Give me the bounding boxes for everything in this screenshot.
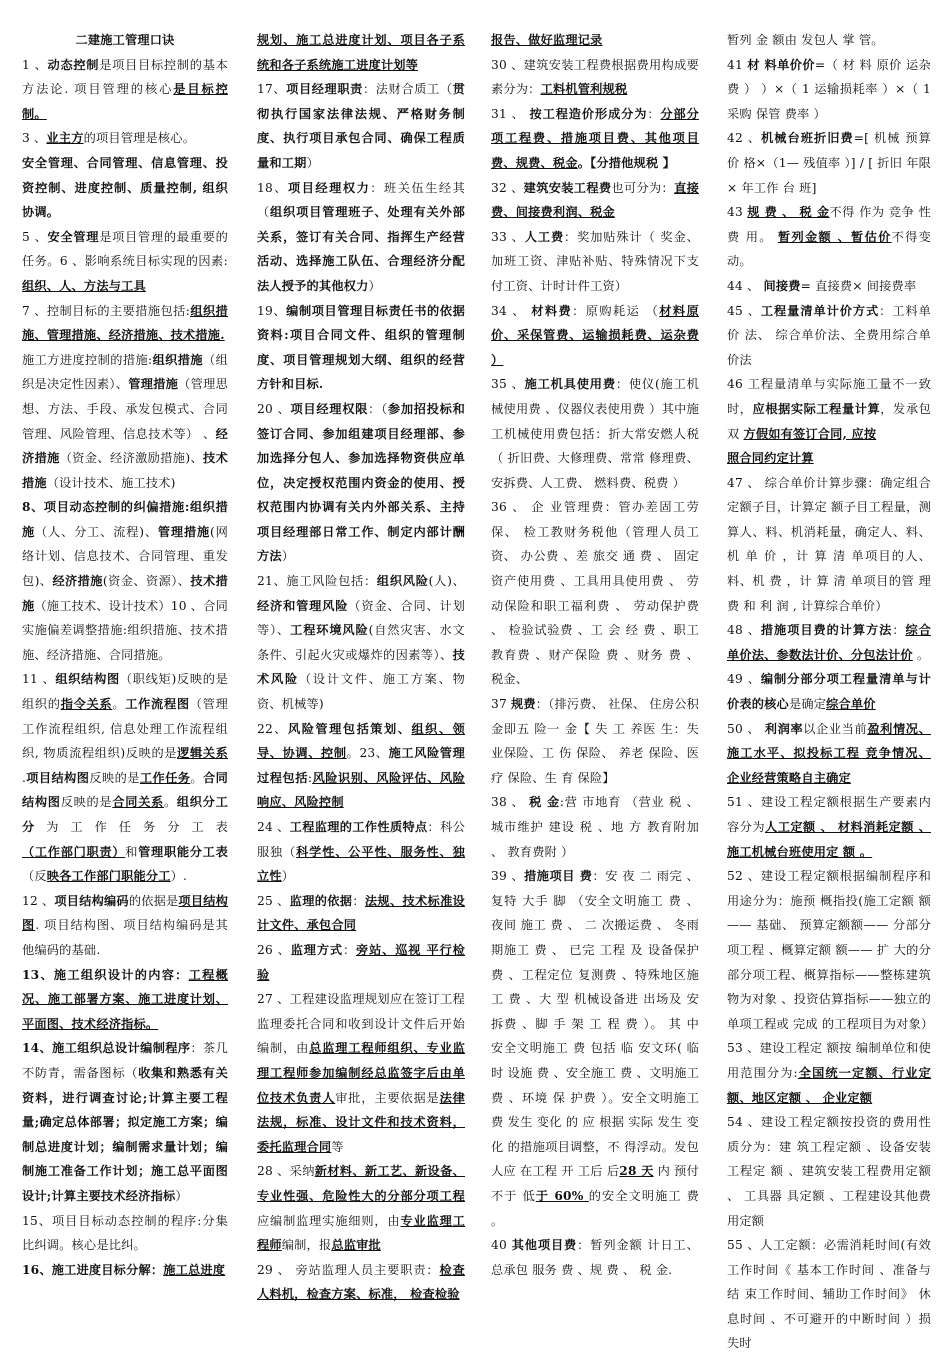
text-run: ：暂列金额 计日工、总承包 服务 费 、规 费 、 税 金.	[491, 1238, 700, 1277]
text-run: 机械台班折旧费	[761, 131, 854, 146]
text-run: 是项目目标控制的基本方法论. 项目管理的核心	[22, 57, 229, 97]
text-run: （设计技术、施工技术)	[46, 475, 176, 490]
paragraph	[491, 176, 699, 225]
text-run: 专业监理工程师	[257, 1213, 466, 1253]
text-run: 风险识别、风险评估、风险响应、风险控制	[257, 770, 465, 810]
text-run: （人、分工、流程)、	[35, 524, 158, 539]
text-run: 旁站、巡视 平行检验	[257, 942, 465, 982]
text-run: 项目结构编码	[54, 893, 129, 908]
text-run: 材料费	[531, 303, 573, 318]
text-run: 组织项目管理班子、处理有关外部关系，签订有关合同、指挥生产经营活动、选择施工队伍、合理经济分配法人授予的其他权力	[257, 205, 466, 293]
text-run: ：	[342, 942, 357, 957]
text-run: 26 、	[257, 942, 291, 957]
paragraph	[727, 299, 931, 373]
text-run: 21、施工风险包括：	[257, 574, 377, 589]
text-run: 综合单价法、参数法计价、分包法计价	[727, 623, 932, 662]
text-run: ：奖加贴殊计（ 奖金、加班工资、津贴补贴、特殊情况下支付工资、计时计件工资）	[491, 229, 699, 293]
text-run: 。	[190, 770, 203, 785]
text-run: 41	[727, 57, 748, 72]
text-run: 项目经理职责	[286, 82, 363, 97]
text-run: ）	[281, 549, 295, 564]
text-run: 19、	[257, 303, 287, 318]
text-run: 利润率	[764, 721, 804, 736]
text-run: 逻辑关系	[177, 746, 228, 761]
text-run: 项目结构图	[26, 770, 90, 785]
text-run: 安全管理	[47, 229, 100, 244]
text-run: 20 、	[257, 401, 291, 416]
text-run: 措施项目 费	[524, 869, 593, 884]
text-run: ）.	[170, 869, 188, 884]
text-run: 22、	[257, 721, 288, 736]
text-run: 人工定额 、 材料消耗定额 、施工机械台班使用定 额 。	[727, 820, 931, 859]
text-run: 是确定	[788, 697, 827, 712]
paragraph	[22, 299, 228, 348]
text-run: 安全管理、合同管理、信息管理、投资控制、进度控制、质量控制, 组织协调。	[22, 155, 228, 220]
text-run: 法律法规，标准、设计文件和技术资料，委托监理合同	[257, 1090, 466, 1154]
text-run: 45 、	[727, 303, 761, 318]
text-run: 规划、施工总进度计划、项目各子系统和各子系统施工进度计划等	[257, 33, 465, 72]
text-run: 项目经理权力	[287, 180, 371, 195]
text-run: 的安全文明施工 费 。	[491, 1188, 699, 1228]
text-run: ：	[892, 623, 906, 638]
text-run: 合同结构图	[22, 770, 229, 810]
paragraph	[22, 225, 228, 299]
text-run: 35 、	[491, 377, 525, 392]
text-run: 组织结构图	[55, 672, 120, 687]
text-run: 组织、人、方法与工具	[22, 278, 146, 293]
text-run: 项目经理权限	[290, 401, 369, 416]
text-run: 施工总进度	[163, 1262, 226, 1277]
text-run: 收集和熟悉有关资料，进行调查讨论;计算主要工程量;确定总体部署；拟定施工方案；编制总进度计划；编制需求量计划；编制施工准备工作计划；施工总平面图设计;计算主要技术经济指标	[22, 1065, 228, 1203]
paragraph	[727, 1110, 931, 1233]
text-run: ）	[175, 1188, 188, 1203]
text-run: 。	[912, 647, 930, 662]
text-run: 税 金	[529, 795, 560, 810]
paragraph	[22, 495, 228, 667]
text-run: （管理思想、方法、手段、承发包模式、合同管理、风险管理、信息技术等） 、	[22, 377, 228, 441]
text-run: 编制，报	[281, 1238, 332, 1253]
text-run: 工程概况、施工部署方案、施工进度计划、平面图、技术经济指标。	[22, 967, 228, 1031]
paragraph	[22, 1036, 228, 1208]
text-run: （管理工作流程组织, 信息处理工作流程组织, 物质流程组织)反映的是	[22, 697, 228, 761]
text-run: (人)、	[428, 574, 465, 589]
paragraph	[22, 126, 228, 151]
text-run: 于 60%	[535, 1188, 589, 1203]
text-column-2	[257, 28, 465, 1307]
text-run: 审批，主要依据是	[335, 1090, 440, 1105]
text-run: 间接费	[763, 278, 801, 293]
text-run: 52 、建设工程定额根据编制程序和用途分为：施预 概指投(施工定额 额—— 基础、 预算定额额—— 分部分项工程 、概算定额 额—— 扩 大的分部分项工程、概算指标——整栋建筑物为对象 、投资估算指标——独立的单项工程或 完成 的工程项目为对象）	[727, 869, 934, 1031]
text-run: 7 、控制目标的主要措施包括:	[22, 303, 191, 318]
text-run: 应根据实际工程量计算	[752, 401, 881, 416]
text-run: 为工作任务分工表	[46, 820, 228, 834]
text-run: 50 、	[727, 721, 765, 736]
text-run: 应编制监理实施细则，由	[257, 1213, 401, 1228]
text-run: 照合同约定计算	[727, 451, 814, 466]
text-run: ：安 夜 二 雨完 、 复特 大手 脚 （安全文明施工 费 、 夜间 施工 费 、 二 次搬运费 、 冬雨期施工 费 、 已完 工程 及 设备保护费 、工程定位 复测费 、特殊地区施工 费 、大 型 机械设备进 出场及 安 拆费 、脚 手 架 工 程 费 ）。 其 中 安全文明施工 费 包括 临 安文环( 临时 设施 费 、安全施工 费 、文明施工 费 、环境 保 护费 ）。安全文明施工 费 发生 变化 的 应 根据 实际 发生 变化 的措施项目调整，不 得浮动。发包人应 在工程 开 工后 后	[491, 869, 699, 1179]
text-run: 33 、	[491, 229, 525, 244]
text-run: 按工程造价形成分为	[529, 106, 648, 121]
text-run: （组织是决定性因素）、	[22, 352, 228, 392]
text-run: ：使仪(施工机械使用费 、仪器仪表使用费 ）其中施工机械使用费包括：折大常安燃人税（ 折旧费、大修理费、常常 修理费、安拆费、人工费、 燃料费、税费 ）	[491, 377, 700, 490]
paragraph	[22, 1209, 228, 1258]
text-run: 管理措施	[157, 524, 211, 539]
paragraph	[491, 495, 699, 692]
text-run: 是目标控制。	[22, 82, 228, 121]
text-run: 工程量清单计价方式	[760, 303, 880, 318]
text-run: 业主方	[46, 131, 84, 146]
paragraph	[727, 618, 931, 667]
text-run: 28 、采纳	[257, 1164, 315, 1179]
text-run: ：	[352, 893, 365, 908]
text-run: ：工料单价 法、 综合单价法、全费用综合单价法	[727, 303, 931, 367]
text-run: 的依据是	[128, 893, 179, 908]
text-run: 经济措施	[52, 574, 103, 589]
text-run: 组织措施、管理措施、经济措施、技术措施.	[22, 303, 228, 343]
text-run: :营 市地育 （营业 税 、 城市维护 建设 税 、地 方 教育附加 、 教育费附 ）	[491, 795, 699, 859]
text-run: 反映的是	[89, 770, 140, 785]
paragraph	[491, 299, 699, 373]
text-run: 新材料、新工艺、新设备、专业性强、危险性大的分部分项工程	[257, 1164, 465, 1203]
text-run: =[ 机械 预算 价 格×（1— 残值率 ）] / [ 折旧 年限× 年工作 台 班]	[727, 131, 931, 195]
text-run: :	[307, 770, 313, 785]
paragraph	[727, 446, 931, 471]
text-run: 法规、技术标准设计文件、承包合同	[257, 893, 466, 933]
paragraph	[491, 692, 699, 790]
paragraph	[257, 717, 465, 815]
text-run: 风险管理包括策划、	[287, 721, 412, 736]
text-column-1	[22, 28, 228, 1282]
text-run: 总监审批	[331, 1238, 381, 1253]
text-run: 48 、	[727, 623, 761, 638]
text-run: (自然灾害、水文条件、引起火灾或爆炸的因素等）、	[257, 623, 466, 662]
text-column-3	[491, 28, 699, 1282]
text-run: = 直接费× 间接费率	[800, 278, 917, 293]
text-run: 规费	[511, 697, 536, 712]
text-run: 27 、工程建设监理规划应在签订工程监理委托合同和收到设计文件后开始编制，由	[257, 992, 465, 1056]
text-run: 材料原价、采保管费、运输损耗费、运杂费 ）	[491, 303, 699, 367]
text-run: 其他项目费	[511, 1238, 578, 1253]
text-run: 5 、	[22, 229, 48, 244]
text-run: 技术措施	[22, 451, 228, 490]
text-run: 贯彻执行国家法律法规、严格财务制度、执行项目承包合同、确保工程质量和工期	[257, 82, 466, 170]
text-run: 32 、	[491, 180, 524, 195]
paragraph	[491, 28, 699, 53]
text-run: 28 天	[619, 1164, 654, 1179]
text-run: 方假如有签订合同, 应按	[743, 426, 877, 441]
text-run: 组织措施	[152, 352, 203, 367]
paragraph	[257, 938, 465, 987]
paragraph	[491, 790, 699, 864]
text-run: 工程环境风险	[290, 623, 369, 638]
text-run: 11 、	[22, 672, 56, 687]
text-run: 编制分部分项工程量清单与计价表的核心	[727, 672, 931, 712]
text-run: 不得 作为 竞争 性 费 用。	[727, 205, 931, 244]
text-run: (资金、资源）、	[102, 574, 191, 589]
paragraph	[22, 348, 228, 496]
text-run: .	[22, 770, 27, 785]
text-run: 8、项目动态控制的纠偏措施:组织措施	[22, 500, 228, 539]
text-run: 等	[331, 1139, 344, 1154]
text-run: 检查人料机，检查方案、标准， 检查检验	[257, 1262, 465, 1302]
text-run: 。	[112, 697, 126, 712]
text-run: ：原购耗运 （	[572, 303, 660, 318]
text-run: 盈利情况、施工水平、拟投标工程 竞争情况、 企业经营策略自主确定	[727, 721, 931, 785]
paragraph	[257, 299, 465, 397]
text-run: . 项目结构图、项目结构编码是其他编码的基础.	[22, 918, 229, 957]
text-run: （工作部门职责）	[22, 844, 126, 859]
text-run: 指令关系	[60, 697, 113, 712]
paragraph	[491, 102, 699, 176]
text-run: ）	[368, 278, 381, 293]
text-run: 36 、 企 业管理费：管办差固工劳保、 检工教财务税他（管理人员工资、 办公费 、差 旅交 通 费 、 固定资产使用费 、工具用具使用费 、 劳 动保险和职工福利费 、 劳动保护费 、 检验试验费 、工 会 经 费 、职工教育费 、财产保险 费 、财务 费 、 税金、	[491, 500, 699, 687]
text-run: 科学性、公平性、服务性、独立性	[257, 844, 465, 884]
text-run: 映各工作部门职能分工	[46, 869, 171, 884]
paragraph	[257, 569, 465, 717]
paragraph	[727, 274, 931, 299]
text-run: 3 、	[22, 131, 47, 146]
text-run: 合同关系	[112, 795, 164, 810]
text-run: 参加招投标和签订合同、参加组建项目经理部、参加选择分包人、参加选择物资供应单位，决定授权范围内资金的使用、授权范围内协调有关内外部关系、主持项目经理部日常工作、制定内部计酬方法	[257, 401, 465, 564]
paragraph	[22, 889, 228, 963]
paragraph	[22, 151, 228, 225]
paragraph	[22, 667, 228, 888]
text-run: 组织风险	[376, 574, 429, 589]
text-column-4	[727, 28, 934, 1356]
text-run: 编制项目管理目标责任书的依据资料:项目合同文件、组织的管理制度、项目管理规划大纲、组织的经营方针和目标.	[257, 303, 465, 392]
text-run: 材 料单价价	[747, 57, 816, 72]
text-run: 29 、 旁站监理人员主要职责：	[257, 1262, 440, 1277]
text-run: 38 、	[491, 795, 530, 810]
text-run: 监理方式	[290, 942, 343, 957]
text-run: 直接费、间接费利润、税金	[491, 180, 699, 220]
text-run: 工作流程图	[125, 697, 190, 712]
text-run: 43	[727, 205, 748, 220]
paragraph	[491, 372, 699, 495]
text-run: ：	[647, 106, 661, 121]
paragraph	[727, 1233, 931, 1356]
text-run: 不得变动。	[727, 229, 932, 269]
text-run: 组织、领导、协调、控制	[257, 721, 465, 761]
text-run: 。【分措他规税 】	[577, 155, 676, 170]
paragraph	[257, 28, 465, 77]
text-run: （职线矩)反映的是组织的	[22, 672, 228, 712]
text-run: 15、项目目标动态控制的程序:分集比纠调。核心是比纠。	[22, 1213, 228, 1253]
text-run: 是项目管理的最重要的任务。6 、影响系统目标实现的因素:	[22, 229, 229, 269]
text-run: 措施项目费的计算方法	[760, 623, 893, 638]
text-run: ，发承包双	[727, 401, 931, 441]
text-run: 的项目管理是核心。	[83, 131, 196, 146]
paragraph	[727, 372, 931, 446]
text-run: 1 、	[22, 57, 48, 72]
text-run: 53 、建设工程定 额按 编制单位和使用范围分为:	[727, 1041, 931, 1080]
paragraph	[22, 53, 228, 127]
paragraph	[257, 176, 465, 299]
text-run: 42 、	[727, 131, 762, 146]
paragraph	[257, 815, 465, 889]
text-run: 39 、	[491, 869, 525, 884]
text-run: 管理措施	[128, 377, 179, 392]
text-run: ：（排污费、 社保、 住房公积金即五 险一 金【 失 工 养医 生：失 业保险、工 伤 保险、 养老 保险、医疗 保险、生 育 保险】	[491, 697, 699, 785]
text-run: 总监理工程师组织、专业监理工程师参加编制经总监签字后由单位技术负责人	[257, 1041, 465, 1105]
paragraph	[257, 889, 465, 938]
paragraph	[22, 1258, 228, 1283]
text-run: 施工机具使用费	[524, 377, 616, 392]
text-run: 工作任务	[139, 770, 191, 785]
text-run: 施工方进度控制的措施:	[22, 352, 153, 367]
paragraph	[491, 864, 699, 1233]
text-run: 31 、	[491, 106, 530, 121]
text-run: 内 预付 不于 低	[491, 1164, 699, 1203]
text-run: 12 、	[22, 893, 55, 908]
text-run: 34 、	[491, 303, 532, 318]
text-run: 也可分为：	[611, 180, 675, 195]
text-run: 30 、建筑安装工程费根据费用构成要素分为：	[491, 57, 699, 97]
text-run: 项目结构图	[22, 893, 229, 933]
text-run: 17、	[257, 82, 287, 97]
text-run: 40	[491, 1238, 512, 1253]
text-run: 14、施工组织总设计编制程序	[22, 1041, 191, 1056]
text-run: 工料机管利规税	[540, 82, 628, 97]
text-run: 监理的依据	[289, 893, 353, 908]
paragraph	[491, 225, 699, 299]
paragraph	[727, 1036, 931, 1110]
text-run: ：科公服独（	[257, 820, 466, 859]
text-run: ）	[306, 155, 319, 170]
text-run: （反	[22, 869, 47, 884]
paragraph	[491, 1233, 699, 1282]
text-run: ：法财合质工（	[362, 82, 453, 97]
paragraph	[727, 717, 931, 791]
text-run: 。23、	[346, 746, 389, 761]
paragraph	[727, 471, 931, 619]
paragraph	[727, 790, 931, 864]
text-run: 综合单价	[826, 697, 876, 712]
text-run: ）	[281, 869, 295, 884]
text-run: 54 、建设工程定额按投资的费用性质分为：建 筑工程定额 、设备安装工程定 额 、建筑安装工程费用定额 、 工具器 具定额 、工程建设其他费用定额	[727, 1115, 931, 1228]
text-run: ：班关伍生经其（	[257, 180, 466, 220]
text-run: 暂列金额 、暂估价	[777, 229, 892, 244]
text-run: （资金、经济激励措施)、	[59, 451, 204, 466]
text-run: 24 、	[257, 820, 290, 834]
text-run: ：（	[368, 401, 388, 416]
text-run: 47 、 综合单价计算步骤：确定组合定额子目，计算定 额子目工程量，测算人、料、机消耗量，确定人、料、机 单 价 ，计 算 清 单项目的人、料、机 费 ，计 算 清 单项目的管 理 费 和 利 润 , 计算综合单价）	[727, 475, 931, 613]
paragraph	[257, 77, 465, 175]
text-run: 反映的是	[60, 795, 113, 810]
text-run: (网络计划、信息技术、合同管理、重发包)、	[22, 524, 228, 589]
paragraph	[727, 53, 931, 127]
text-run: 以企业当前	[803, 721, 868, 736]
text-run: 工程监理的工作性质特点	[289, 820, 428, 834]
text-run: （资金、合同、计划等）、	[257, 598, 465, 638]
text-run: 37	[491, 697, 511, 712]
paragraph	[257, 1159, 465, 1257]
paragraph	[257, 1258, 465, 1307]
text-run: 13、施工组织设计的内容：	[22, 967, 189, 982]
text-run: 动态控制	[47, 57, 100, 72]
paragraph	[727, 126, 931, 200]
paragraph	[257, 987, 465, 1159]
text-run: 25 、	[257, 893, 290, 908]
text-run: =（ 材 料 原价 运杂费 ） ）×（ 1 运输损耗率 ）×（ 1 采购 保管 费率 ）	[727, 57, 932, 121]
text-run: 49 、	[727, 672, 761, 687]
text-run: 46 工程量清单与实际施工量不一致时，	[727, 377, 931, 416]
text-run: 组织分工分	[22, 795, 228, 834]
text-run: 和	[125, 844, 139, 859]
text-run: 管理职能分工表	[138, 844, 228, 859]
text-run: 经济和管理风险	[257, 598, 349, 613]
paragraph	[727, 28, 931, 53]
text-run: 技术措施	[22, 574, 228, 613]
paragraph	[727, 667, 931, 716]
text-run: 。	[163, 795, 177, 810]
paragraph	[491, 53, 699, 102]
text-run: 55 、人工定额：必需消耗时间(有效工作时间《 基本工作时间 、准备与结 束工作时间、辅助工作时间》 休息时间 、不可避开的中断时间 ）损失时	[727, 1238, 931, 1351]
text-run: 报告、做好监理记录	[491, 33, 603, 47]
text-run: 51 、建设工程定额根据生产要素内容分为	[727, 795, 931, 834]
text-run: 经济措施	[22, 426, 228, 466]
text-run: （施工技术、设计技术）10 、合同实施偏差调整措施:组织措施、技术措施、经济措施、合同措施。	[22, 598, 228, 662]
text-run: 全国统一定额、行业定额、地区定额 、 企业定额	[727, 1065, 931, 1105]
text-run: 16、施工进度目标分解：	[22, 1262, 164, 1277]
paragraph	[727, 864, 934, 1036]
text-run: ：茶几不防青，需备图标（	[22, 1041, 228, 1080]
text-run: 建筑安装工程费	[523, 180, 612, 195]
paragraph	[257, 397, 465, 569]
text-run: 18、	[257, 180, 288, 195]
text-run: 人工费	[524, 229, 565, 244]
text-run: （设计文件、施工方案、物资、机械等)	[257, 672, 465, 712]
text-run: 暂列 金 额由 发包人 掌 管。	[727, 33, 884, 47]
text-run: 施工风险管理过程包括	[257, 746, 465, 785]
text-run: 44 、	[727, 278, 764, 293]
paragraph	[727, 200, 931, 274]
text-run: 分部分项工程费、措施项目费、其他项目费、规费、税金	[491, 106, 699, 170]
text-run: 技术风险	[257, 647, 465, 687]
paragraph	[22, 963, 228, 1037]
document-title: 二建施工管理口诀	[75, 33, 175, 47]
text-run: 规 费 、 税 金	[747, 205, 830, 220]
